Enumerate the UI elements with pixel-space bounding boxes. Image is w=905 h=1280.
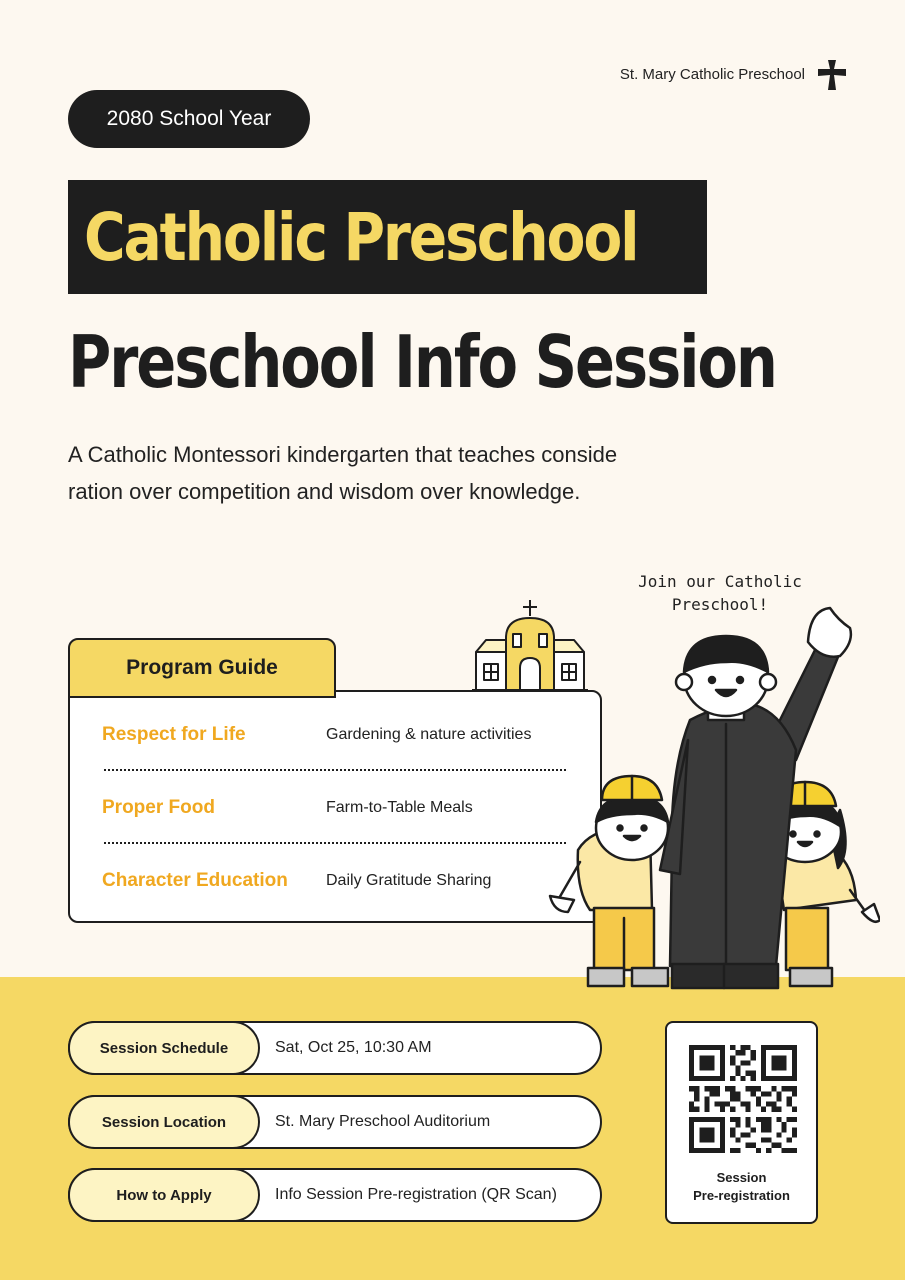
page-subtitle: Preschool Info Session (68, 320, 776, 404)
session-info-value: Info Session Pre-registration (QR Scan) (275, 1186, 557, 1203)
session-info-label: Session Location (68, 1095, 260, 1149)
speech-line: Join our Catholic (638, 572, 802, 591)
session-info-value: St. Mary Preschool Auditorium (275, 1113, 491, 1130)
program-item (102, 844, 566, 917)
description-line: A Catholic Montessori kindergarten that teaches conside (68, 442, 618, 467)
program-item (102, 698, 566, 771)
qr-card[interactable] (665, 1021, 818, 1224)
program-guide-heading: Program Guide (68, 638, 336, 698)
session-location-row (68, 1095, 602, 1149)
program-item (102, 771, 566, 844)
description-line: ration over competition and wisdom over knowledge. (68, 479, 581, 504)
program-item-value: Gardening & nature activities (326, 725, 532, 743)
school-year-badge: 2080 School Year (68, 90, 310, 148)
how-to-apply-row (68, 1168, 602, 1222)
session-info-value: Sat, Oct 25, 10:30 AM (275, 1039, 432, 1056)
speech-line: Preschool! (671, 595, 769, 614)
qr-code-icon[interactable] (689, 1045, 797, 1153)
session-info-label: How to Apply (68, 1168, 260, 1222)
program-item-value: Daily Gratitude Sharing (326, 871, 492, 889)
session-schedule-row (68, 1021, 602, 1075)
session-info-label: Session Schedule (68, 1021, 260, 1075)
title-banner (68, 180, 707, 294)
qr-caption-line: Session (716, 1170, 767, 1185)
qr-caption (667, 1169, 816, 1205)
program-item-label: Proper Food (102, 796, 215, 818)
program-item-label: Respect for Life (102, 723, 246, 745)
cross-icon (818, 60, 846, 90)
program-item-label: Character Education (102, 869, 288, 891)
program-guide-card (68, 690, 602, 923)
page-title: Catholic Preschool (84, 198, 638, 276)
brand-name: St. Mary Catholic Preschool (619, 66, 805, 83)
qr-caption-line: Pre-registration (693, 1188, 790, 1203)
program-item-value: Farm-to-Table Meals (326, 798, 473, 816)
description (68, 436, 708, 510)
priest-and-children-illustration (540, 600, 880, 995)
